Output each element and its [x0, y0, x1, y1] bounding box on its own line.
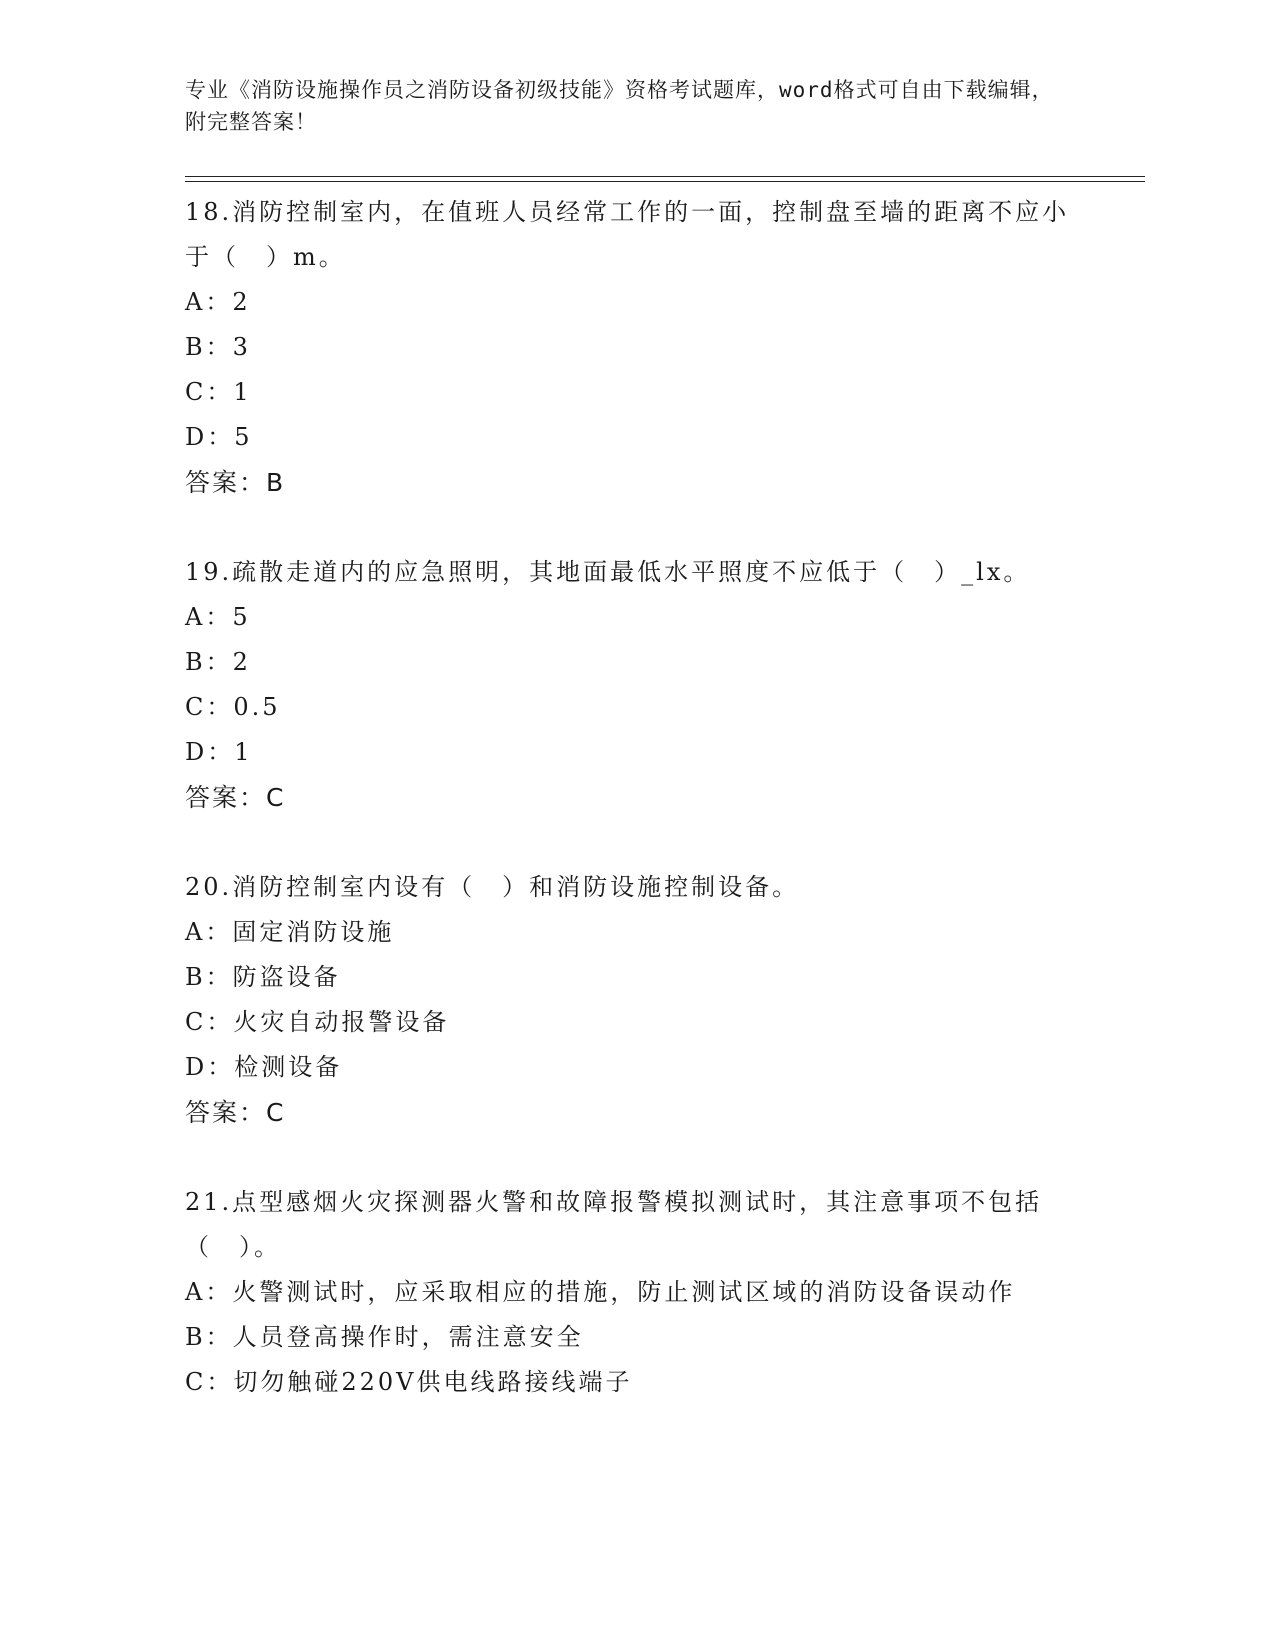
question-21: [185, 1180, 1085, 1405]
answer-line: 答案：C: [185, 783, 286, 812]
answer-line: 答案：C: [185, 1098, 286, 1127]
option-d: D：5: [185, 423, 253, 451]
option-a: A：5: [185, 603, 251, 631]
question-18: [185, 190, 1085, 506]
question-stem: 18.消防控制室内，在值班人员经常工作的一面，控制盘至墙的距离不应小于（ ）m。: [185, 198, 1070, 271]
option-a: A：火警测试时，应采取相应的措施，防止测试区域的消防设备误动作: [185, 1278, 1016, 1306]
option-c: C：切勿触碰220V供电线路接线端子: [185, 1368, 633, 1396]
option-c: C：1: [185, 378, 252, 406]
question-list: [185, 190, 1085, 1449]
option-b: B：人员登高操作时，需注意安全: [185, 1323, 584, 1351]
question-stem: 20.消防控制室内设有（ ）和消防设施控制设备。: [185, 873, 800, 901]
question-stem: 19.疏散走道内的应急照明，其地面最低水平照度不应低于（ ）_lx。: [185, 558, 1031, 586]
header-rule-bottom: [185, 181, 1145, 182]
document-header: 专业《消防设施操作员之消防设备初级技能》资格考试题库，word格式可自由下载编辑，附完整答案！: [185, 78, 1054, 134]
option-c: C：火灾自动报警设备: [185, 1008, 450, 1036]
option-a: A：固定消防设施: [185, 918, 395, 946]
question-19: [185, 550, 1085, 821]
option-a: A：2: [185, 288, 251, 316]
option-c: C：0.5: [185, 693, 281, 721]
option-b: B：防盗设备: [185, 963, 341, 991]
question-20: [185, 865, 1085, 1136]
header-rule-top: [185, 176, 1145, 177]
question-stem: 21.点型感烟火灾探测器火警和故障报警模拟测试时，其注意事项不包括（ ）。: [185, 1188, 1043, 1261]
option-d: D：1: [185, 738, 253, 766]
option-b: B：3: [185, 333, 251, 361]
option-b: B：2: [185, 648, 251, 676]
answer-line: 答案：B: [185, 468, 286, 497]
option-d: D：检测设备: [185, 1053, 343, 1081]
